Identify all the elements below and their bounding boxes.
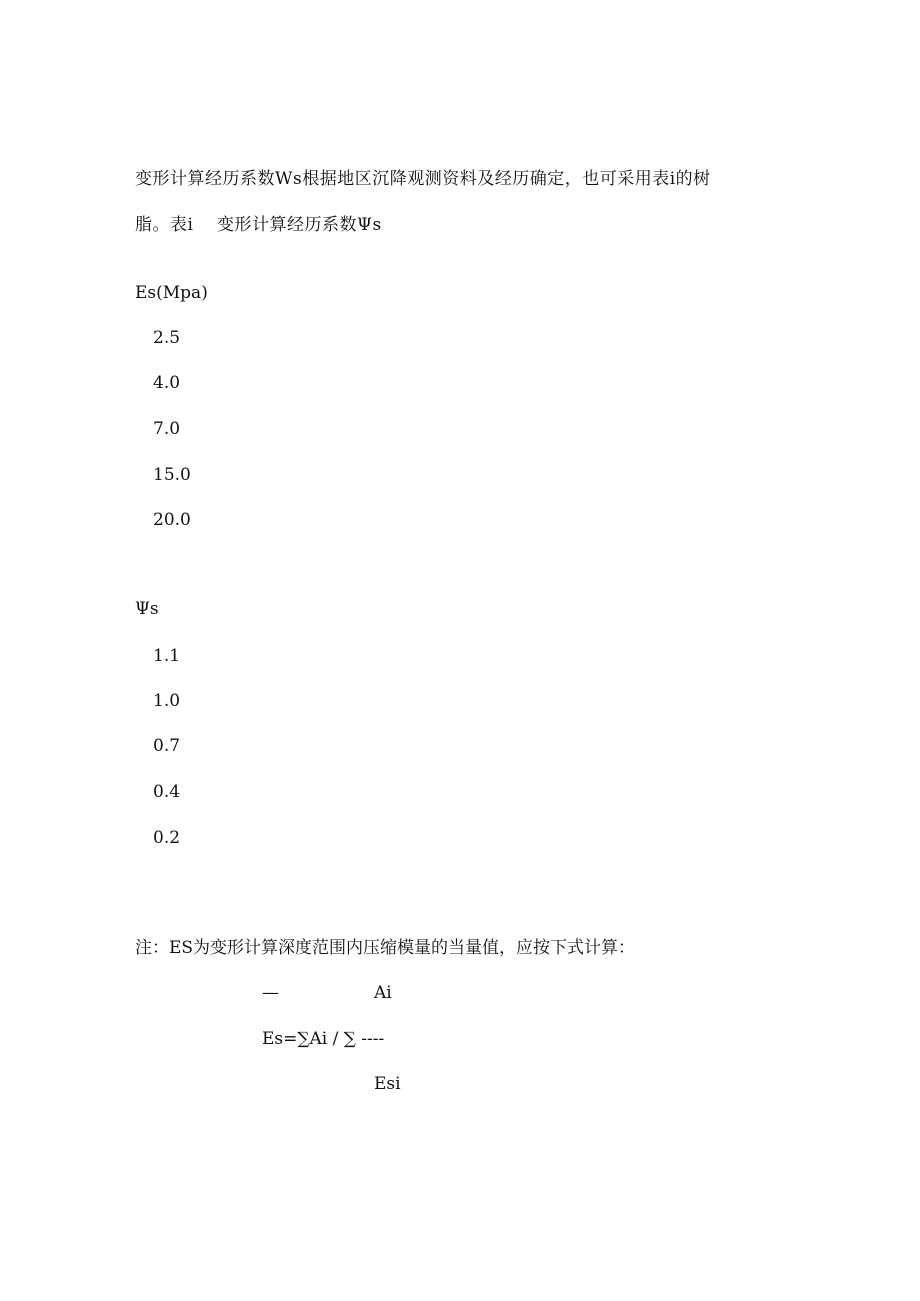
formula-note: 注：ES为变形计算深度范围内压缩模量的当量值，应按下式计算： [135,938,636,958]
es-value: 15.0 [153,465,191,485]
formula-overbar: — [262,983,279,1003]
psi-value: 0.2 [153,828,181,848]
psi-value: 0.4 [153,782,181,802]
es-value: 2.5 [153,328,181,348]
psi-header: Ψs [135,599,159,619]
es-value: 4.0 [153,373,181,393]
paragraph-line-1: 变形计算经历系数Ws根据地区沉降观测资料及经历确定，也可采用表ⅰ的树 [135,169,711,189]
psi-value: 1.1 [153,646,181,666]
formula-denominator: Esi [374,1074,401,1094]
formula-main: Es=∑Ai / ∑ ---- [262,1029,385,1049]
es-header: Es(Mpa) [135,283,208,303]
es-value: 20.0 [153,510,191,530]
psi-value: 1.0 [153,691,181,711]
paragraph-line-2: 脂。表ⅰ 变形计算经历系数Ψs [135,215,382,235]
formula-numerator: Ai [374,983,392,1003]
psi-value: 0.7 [153,736,181,756]
es-value: 7.0 [153,419,181,439]
